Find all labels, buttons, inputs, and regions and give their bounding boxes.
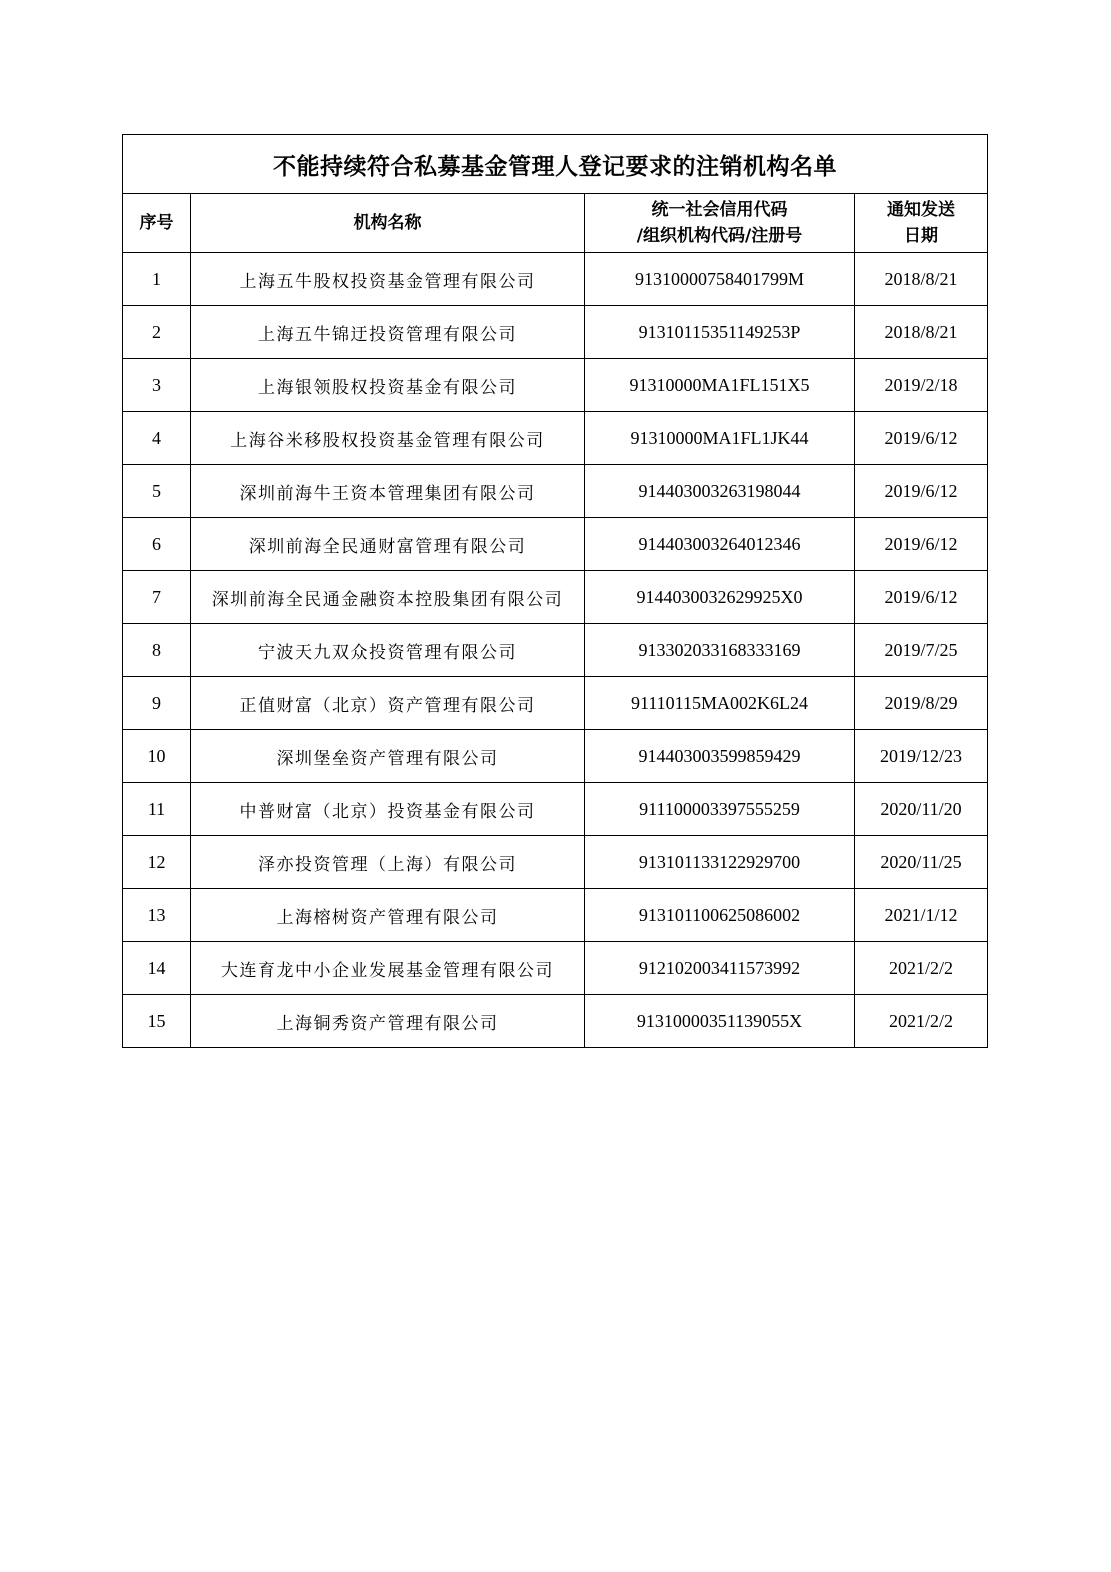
row-name: 上海银领股权投资基金有限公司 bbox=[191, 359, 585, 412]
table-row bbox=[123, 465, 988, 518]
row-index: 6 bbox=[123, 518, 191, 571]
row-index: 13 bbox=[123, 889, 191, 942]
table-row bbox=[123, 836, 988, 889]
row-code: 913302033168333169 bbox=[585, 624, 855, 677]
header-name bbox=[191, 194, 585, 253]
table-row bbox=[123, 730, 988, 783]
row-code: 91110115MA002K6L24 bbox=[585, 677, 855, 730]
row-date: 2021/1/12 bbox=[855, 889, 988, 942]
row-code: 914403003263198044 bbox=[585, 465, 855, 518]
row-index: 11 bbox=[123, 783, 191, 836]
row-name: 正值财富（北京）资产管理有限公司 bbox=[191, 677, 585, 730]
row-code: 91310000MA1FL1JK44 bbox=[585, 412, 855, 465]
header-date-line1: 通知发送 bbox=[887, 200, 955, 220]
row-name: 上海榕树资产管理有限公司 bbox=[191, 889, 585, 942]
header-code-line1: 统一社会信用代码 bbox=[651, 200, 788, 220]
header-date-line2: 日期 bbox=[904, 226, 938, 246]
header-code-line2: /组织机构代码/注册号 bbox=[636, 226, 803, 246]
table-row bbox=[123, 624, 988, 677]
row-index: 1 bbox=[123, 253, 191, 306]
table-row bbox=[123, 412, 988, 465]
row-date: 2019/6/12 bbox=[855, 465, 988, 518]
row-name: 宁波天九双众投资管理有限公司 bbox=[191, 624, 585, 677]
row-index: 3 bbox=[123, 359, 191, 412]
table-row bbox=[123, 306, 988, 359]
row-code: 911100003397555259 bbox=[585, 783, 855, 836]
table-row bbox=[123, 677, 988, 730]
row-name: 深圳前海全民通金融资本控股集团有限公司 bbox=[191, 571, 585, 624]
row-name: 大连育龙中小企业发展基金管理有限公司 bbox=[191, 942, 585, 995]
row-code: 91310000351139055X bbox=[585, 995, 855, 1048]
row-date: 2021/2/2 bbox=[855, 995, 988, 1048]
row-index: 2 bbox=[123, 306, 191, 359]
row-index: 14 bbox=[123, 942, 191, 995]
table-row bbox=[123, 253, 988, 306]
row-code: 914403003599859429 bbox=[585, 730, 855, 783]
table-title: 不能持续符合私募基金管理人登记要求的注销机构名单 bbox=[123, 135, 988, 194]
row-date: 2021/2/2 bbox=[855, 942, 988, 995]
table-row bbox=[123, 889, 988, 942]
row-name: 上海铜秀资产管理有限公司 bbox=[191, 995, 585, 1048]
header-index-label: 序号 bbox=[139, 213, 174, 233]
table-row bbox=[123, 783, 988, 836]
row-index: 4 bbox=[123, 412, 191, 465]
row-date: 2019/6/12 bbox=[855, 412, 988, 465]
row-name: 上海五牛股权投资基金管理有限公司 bbox=[191, 253, 585, 306]
deregistered-institutions-table bbox=[122, 134, 988, 1048]
table-row bbox=[123, 359, 988, 412]
row-code: 9144030032629925X0 bbox=[585, 571, 855, 624]
row-index: 7 bbox=[123, 571, 191, 624]
row-name: 上海五牛锦迂投资管理有限公司 bbox=[191, 306, 585, 359]
row-code: 91310000MA1FL151X5 bbox=[585, 359, 855, 412]
row-name: 深圳堡垒资产管理有限公司 bbox=[191, 730, 585, 783]
row-index: 15 bbox=[123, 995, 191, 1048]
document-page bbox=[122, 134, 987, 1048]
table-row bbox=[123, 942, 988, 995]
header-name-label: 机构名称 bbox=[353, 213, 422, 233]
row-date: 2019/2/18 bbox=[855, 359, 988, 412]
row-index: 5 bbox=[123, 465, 191, 518]
row-date: 2019/12/23 bbox=[855, 730, 988, 783]
table-row bbox=[123, 518, 988, 571]
row-date: 2019/7/25 bbox=[855, 624, 988, 677]
row-name: 泽亦投资管理（上海）有限公司 bbox=[191, 836, 585, 889]
row-name: 深圳前海全民通财富管理有限公司 bbox=[191, 518, 585, 571]
row-index: 9 bbox=[123, 677, 191, 730]
row-code: 914403003264012346 bbox=[585, 518, 855, 571]
row-name: 上海谷米移股权投资基金管理有限公司 bbox=[191, 412, 585, 465]
row-index: 12 bbox=[123, 836, 191, 889]
row-index: 8 bbox=[123, 624, 191, 677]
row-name: 深圳前海牛王资本管理集团有限公司 bbox=[191, 465, 585, 518]
row-date: 2018/8/21 bbox=[855, 306, 988, 359]
row-code: 913101100625086002 bbox=[585, 889, 855, 942]
row-date: 2020/11/25 bbox=[855, 836, 988, 889]
row-date: 2019/6/12 bbox=[855, 518, 988, 571]
row-date: 2019/8/29 bbox=[855, 677, 988, 730]
table-row bbox=[123, 995, 988, 1048]
row-date: 2019/6/12 bbox=[855, 571, 988, 624]
table-row bbox=[123, 571, 988, 624]
row-code: 91310115351149253P bbox=[585, 306, 855, 359]
row-index: 10 bbox=[123, 730, 191, 783]
row-date: 2020/11/20 bbox=[855, 783, 988, 836]
row-code: 91310000758401799M bbox=[585, 253, 855, 306]
row-name: 中普财富（北京）投资基金有限公司 bbox=[191, 783, 585, 836]
row-code: 913101133122929700 bbox=[585, 836, 855, 889]
header-index bbox=[123, 194, 191, 253]
row-date: 2018/8/21 bbox=[855, 253, 988, 306]
header-date bbox=[855, 194, 988, 253]
row-code: 912102003411573992 bbox=[585, 942, 855, 995]
header-code bbox=[585, 194, 855, 253]
